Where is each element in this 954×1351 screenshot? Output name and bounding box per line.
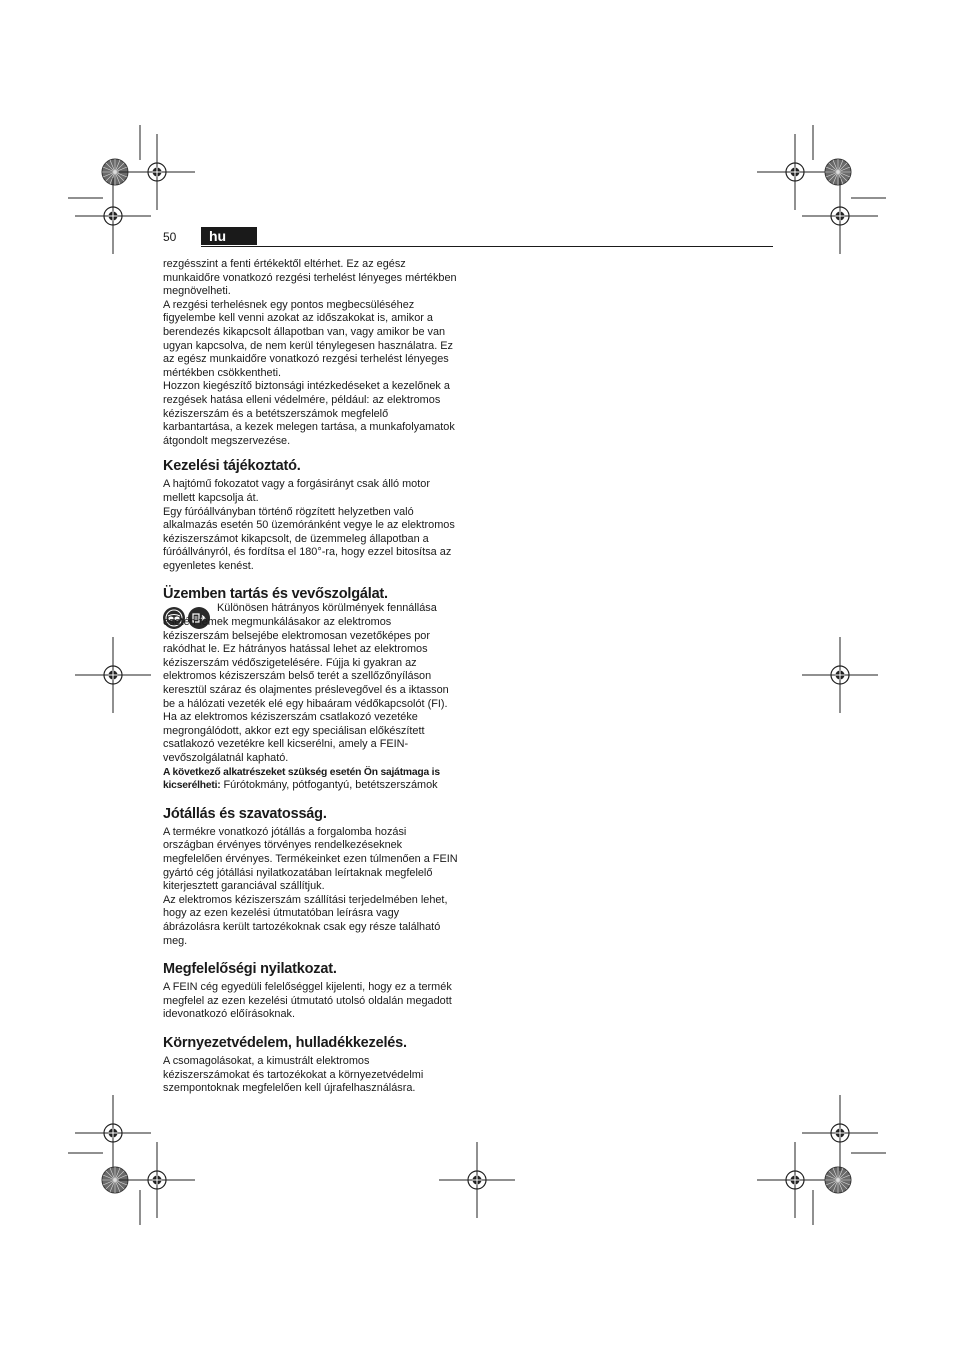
intro-paragraph: A rezgési terhelésnek egy pontos megbecsüléséhez figyelembe kell venni azokat az időszakokat is, amikor a berendezés kikapcsolt állapotban van, vagy amikor be van ugyan kapcsolva, de nem kerül ténylegesen használatra. Ez az egész munkaidőre vonatkozó rezgési terhelést lényeges mértékben csökkentheti. bbox=[163, 298, 453, 379]
registration-mark-middle-right bbox=[802, 637, 878, 713]
operation-paragraph: Egy fúróállványban történő rögzített helyzetben való alkalmazás esetén 50 üzemóránként vegye le az elektromos kéziszerszámot kikapcsolt, de üzemmeleg állapotban a fúróállványról, és fordítsa el 180°-ra, hogy ezzel bitosítsa az egyenletes kenést. bbox=[163, 505, 455, 572]
registration-mark-bottom-center bbox=[439, 1142, 515, 1218]
header-rule bbox=[201, 246, 773, 247]
registration-mark-top-left-2 bbox=[75, 178, 151, 254]
text-column bbox=[163, 258, 458, 1096]
section-title-environment: Környezetvédelem, hulladékkezelés. bbox=[163, 1034, 407, 1051]
registration-mark-bottom-right-2 bbox=[802, 1095, 878, 1171]
replaceable-parts-list: Fúrótokmány, pótfogantyú, betétszerszámok bbox=[220, 779, 438, 792]
registration-mark-top-right bbox=[757, 134, 833, 210]
section-title-operation: Kezelési tájékoztató. bbox=[163, 458, 301, 475]
operation-paragraph: A hajtómű fokozatot vagy a forgásirányt csak álló motor mellett kapcsolja át. bbox=[163, 478, 430, 504]
language-tab: hu bbox=[201, 227, 257, 245]
registration-mark-bottom-left-2 bbox=[75, 1095, 151, 1171]
replaceable-parts-lead: A következő alkatrészeket szükség esetén Ön sajátmaga is kicserélheti: bbox=[163, 766, 440, 792]
section-title-maintenance: Üzemben tartás és vevőszolgálat. bbox=[163, 586, 388, 603]
registration-mark-bottom-right bbox=[757, 1142, 833, 1218]
registration-mark-top-right-2 bbox=[802, 178, 878, 254]
conformity-paragraph: A FEIN cég egyedüli felelőséggel kijelenti, hogy ez a termék megfelel az ezen kezelési útmutató utolsó oldalán megadott idevonatkozó előírásoknak. bbox=[163, 981, 452, 1021]
section-title-conformity: Megfelelőségi nyilatkozat. bbox=[163, 961, 337, 978]
starburst-mark-bottom-right bbox=[825, 1167, 851, 1193]
registration-mark-middle-left bbox=[75, 637, 151, 713]
registration-mark-top-left bbox=[119, 134, 195, 210]
starburst-mark-top-right bbox=[825, 159, 851, 185]
page-number: 50 bbox=[163, 230, 177, 244]
maintenance-paragraph: Különösen hátrányos körülmények fennállása esetén fémek megmunkálásakor az elektromos kéziszerszám belsejébe elektromosan vezetőképes por rakódhat le. Ez hátrányos hatással lehet az elektromos kéziszerszám védőszigetelésére. Fújja ki gyakran az elektromos kéziszerszám belső terét a szellőzőnyíláson keresztül száraz és olajmentes préslevegővel és a iktasson be a hálózati vezeték elé egy hibaáram védőkapcsolót (FI). bbox=[163, 602, 449, 710]
maintenance-paragraph: Ha az elektromos kéziszerszám csatlakozó vezetéke megrongálódott, akkor ezt egy speciálisan előkészített csatlakozó vezetékre kell kicserélni, amely a FEIN-vevőszolgálatnál kapható. bbox=[163, 711, 425, 764]
registration-mark-bottom-left bbox=[119, 1142, 195, 1218]
page-header bbox=[163, 227, 773, 249]
replaceable-parts bbox=[163, 766, 458, 793]
intro-paragraph: Hozzon kiegészítő biztonsági intézkedéseket a kezelőnek a rezgések hatása elleni védelmére, például: az elektromos kéziszerszám és a betétszerszámok megfelelő karbantartása, a kezek melegen tartása, a munkafolyamatok átgondolt megszervezése. bbox=[163, 380, 455, 447]
section-title-warranty: Jótállás és szavatosság. bbox=[163, 805, 327, 822]
intro-paragraph: rezgésszint a fenti értékektől eltérhet. Ez az egész munkaidőre vonatkozó rezgési terhelést lényeges mértékben megnövelheti. bbox=[163, 258, 457, 298]
environment-paragraph: A csomagolásokat, a kimustrált elektromos kéziszerszámokat és tartozékokat a környezetvédelmi szempontoknak megfelelően kell újrafelhasználásra. bbox=[163, 1054, 424, 1095]
warranty-paragraph: A termékre vonatkozó jótállás a forgalomba hozási országban érvényes törvényes rendelkezéseknek megfelelően érvényes. Termékeinket ezen túlmenően a FEIN gyártó cég jótállási nyilatkozatában leírtaknak megfelelő kiterjesztett garanciával szállítjuk. bbox=[163, 825, 458, 893]
warranty-paragraph: Az elektromos kéziszerszám szállítási terjedelmében lehet, hogy az ezen kezelési útmutatóban leírásra vagy ábrázolásra került tartozékoknak csak egy része található meg. bbox=[163, 893, 448, 947]
